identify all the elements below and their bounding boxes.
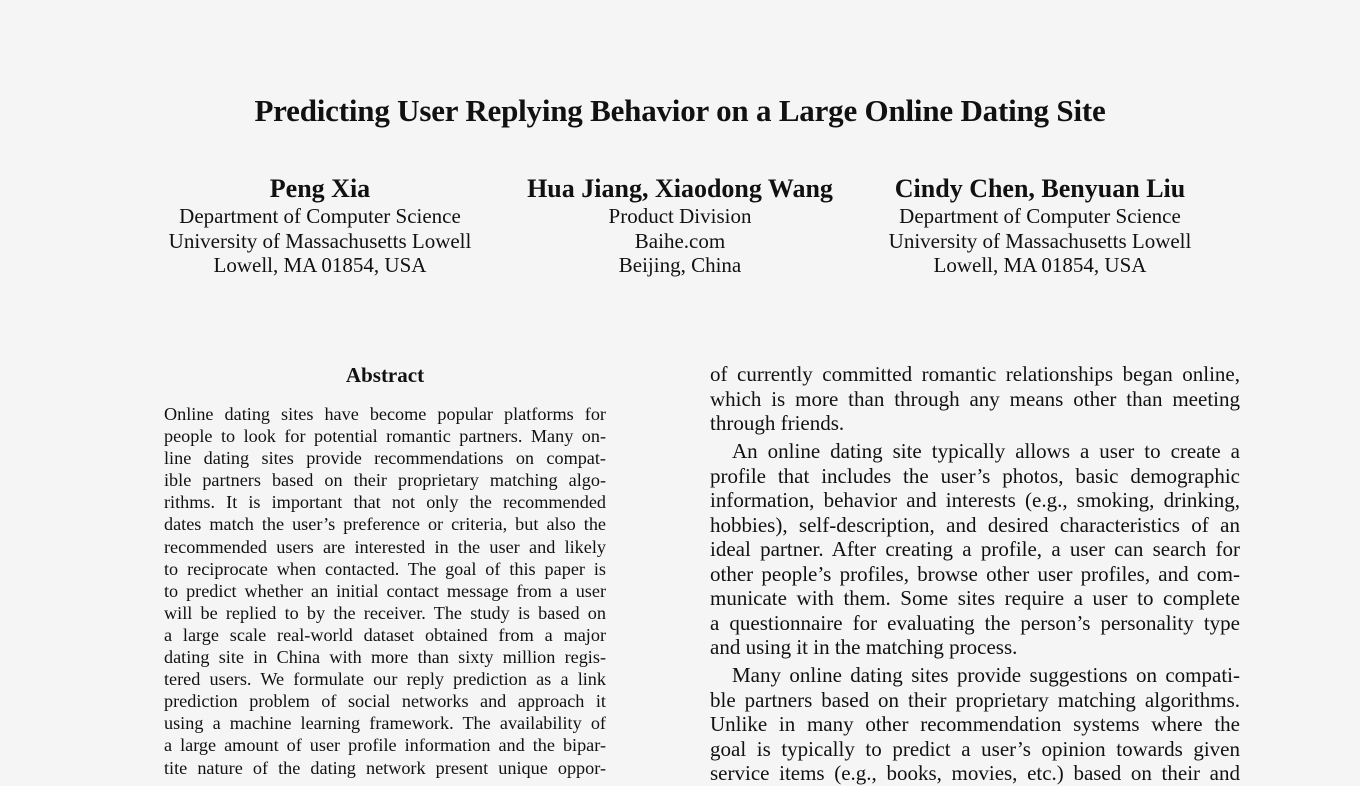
author-affiliation-line: Department of Computer Science [179, 204, 461, 228]
right-column [710, 362, 1240, 786]
paragraph [710, 439, 1240, 660]
body-line: Unlike in many other recommendation systems where the [710, 712, 1240, 736]
body-line: other people’s profiles, browse other user profiles, and com- [710, 561, 1240, 586]
abstract-heading: Abstract [345, 363, 425, 387]
abstract-line: dates match the user’s preference or criteria, but also the [164, 514, 606, 535]
author-name: Hua Jiang, Xiaodong Wang [527, 174, 833, 203]
abstract-line: people to look for potential romantic partners. Many on- [164, 426, 606, 447]
body-line: goal is typically to predict a user’s opinion towards given [710, 736, 1240, 761]
abstract-line: a large amount of user profile information and the bipar- [164, 735, 606, 756]
abstract-line: prediction problem of social networks and approach it [164, 691, 606, 712]
body-line: hobbies), self-description, and desired characteristics of an [710, 512, 1240, 537]
body-line: profile that includes the user’s photos, basic demographic [710, 463, 1240, 488]
author-name: Cindy Chen, Benyuan Liu [894, 174, 1186, 203]
body-line: ideal partner. After creating a profile, a user can search for [710, 537, 1240, 561]
abstract-line: will be replied to by the receiver. The study is based on [164, 602, 606, 623]
paragraph [710, 663, 1240, 786]
body-line: municate with them. Some sites require a user to complete [710, 586, 1240, 610]
author-affiliation-line: Baihe.com [634, 228, 726, 253]
abstract-line: line dating sites provide recommendations on compat- [164, 448, 606, 469]
author-block-2 [527, 174, 833, 278]
author-affiliation-line: University of Massachusetts Lowell [168, 228, 472, 253]
abstract-line: tered users. We formulate our reply prediction as a link [164, 669, 606, 690]
abstract-body [164, 403, 606, 779]
author-affiliation-line: Lowell, MA 01854, USA [213, 253, 427, 277]
author-block-3 [889, 174, 1192, 278]
body-line: through friends. [710, 411, 845, 435]
author-affiliation-line: Lowell, MA 01854, USA [933, 253, 1147, 277]
abstract-line: a large scale real-world dataset obtained from a major [164, 624, 606, 645]
author-affiliation-line: Product Division [608, 204, 752, 228]
abstract-line: recommended users are interested in the user and likely [164, 536, 606, 557]
body-line: service items (e.g., books, movies, etc.) based on their and [710, 761, 1240, 785]
abstract-line: to predict whether an initial contact message from a user [164, 580, 606, 601]
abstract-line: rithms. It is important that not only the recommended [164, 492, 606, 513]
body-line: a questionnaire for evaluating the person’s personality type [710, 610, 1240, 635]
body-line: Many online dating sites provide suggestions on compati- [732, 663, 1240, 687]
abstract-line: to reciprocate when contacted. The goal of this paper is [164, 558, 606, 579]
body-line: An online dating site typically allows a user to create a [732, 439, 1240, 463]
author-name: Peng Xia [269, 174, 371, 203]
abstract-line: Online dating sites have become popular platforms for [164, 404, 606, 424]
paragraph [710, 362, 1240, 436]
abstract-line: tite nature of the dating network present unique oppor- [164, 757, 606, 778]
author-affiliation-line: Beijing, China [618, 253, 742, 277]
paper-title: Predicting User Replying Behavior on a Large Online Dating Site [254, 93, 1106, 128]
abstract-line: using a machine learning framework. The availability of [164, 713, 606, 734]
body-line: ble partners based on their proprietary matching algorithms. [710, 687, 1240, 712]
abstract-line: ible partners based on their proprietary matching algo- [164, 470, 606, 491]
author-block-1 [169, 174, 472, 278]
author-affiliation-line: Department of Computer Science [899, 204, 1181, 228]
author-affiliation-line: University of Massachusetts Lowell [888, 228, 1192, 253]
body-line: of currently committed romantic relationships began online, [710, 362, 1240, 386]
left-column [164, 362, 606, 779]
body-line: which is more than through any means other than meeting [710, 386, 1240, 411]
body-line: and using it in the matching process. [710, 635, 1018, 659]
abstract-line: dating site in China with more than sixty million regis- [164, 647, 606, 668]
body-line: information, behavior and interests (e.g., smoking, drinking, [710, 488, 1240, 512]
